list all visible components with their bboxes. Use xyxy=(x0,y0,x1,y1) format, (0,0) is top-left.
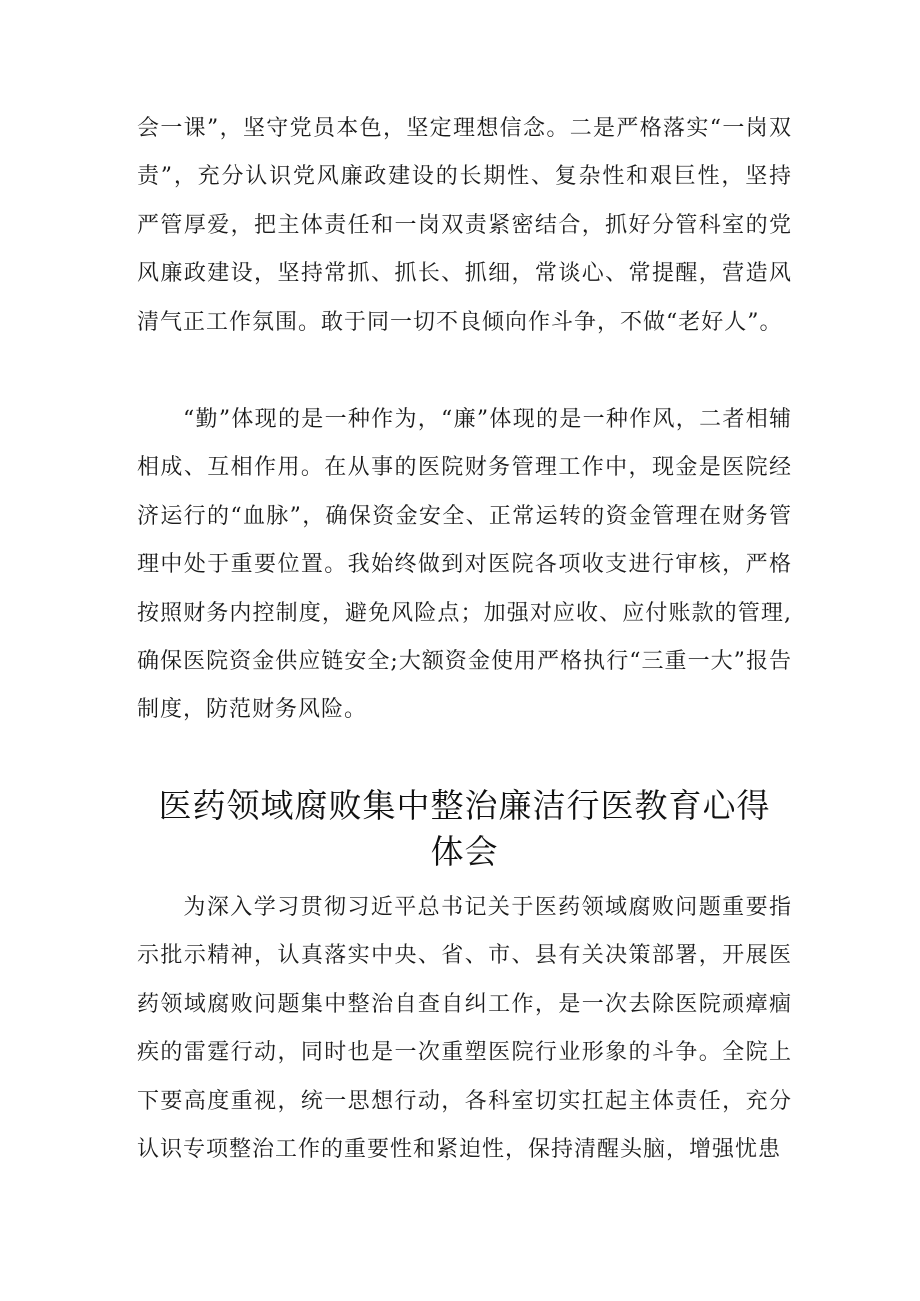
article-title-line-1: 医药领域腐败集中整治廉洁行医教育心得 xyxy=(158,786,771,825)
intro-paragraph-text: 为深入学习贯彻习近平总书记关于医药领域腐败问题重要指示批示精神，认真落实中央、省、市、县有关决策部署，开展医药领域腐败问题集中整治自查自纠工作，是一次去除医院顽瘴痼疾的雷霆行动，同时也是一次重塑医院行业形象的斗争。全院上下要高度重视，统一思想行动，各科室切实扛起主体责任，充分认识专项整治工作的重要性和紧迫性，保持清醒头脑，增强忧患 xyxy=(137,895,792,1163)
body-paragraph-text: “勤”体现的是一种作为，“廉”体现的是一种作风，二者相辅相成、互相作用。在从事的医院财务管理工作中，现金是医院经济运行的“血脉”，确保资金安全、正常运转的资金管理在财务管理中处于重要位置。我始终做到对医院各项收支进行审核，严格按照财务内控制度，避免风险点；加强对应收、应付账款的管理,确保医院资金供应链安全;大额资金使用严格执行“三重一大”报告制度，防范财务风险。 xyxy=(137,407,792,723)
intro-paragraph xyxy=(137,884,792,1174)
article-title-line-2: 体会 xyxy=(430,832,499,871)
body-paragraph-continued: 会一课”，坚守党员本色，坚定理想信念。二是严格落实“一岗双责”，充分认识党风廉政建设的长期性、复杂性和艰巨性，坚持严管厚爱，把主体责任和一岗双责紧密结合，抓好分管科室的党风廉政建设，坚持常抓、抓长、抓细，常谈心、常提醒，营造风清气正工作氛围。敢于同一切不良倾向作斗争，不做“老好人”。 xyxy=(137,116,792,335)
article-title xyxy=(137,783,792,875)
body-paragraph xyxy=(137,396,792,735)
